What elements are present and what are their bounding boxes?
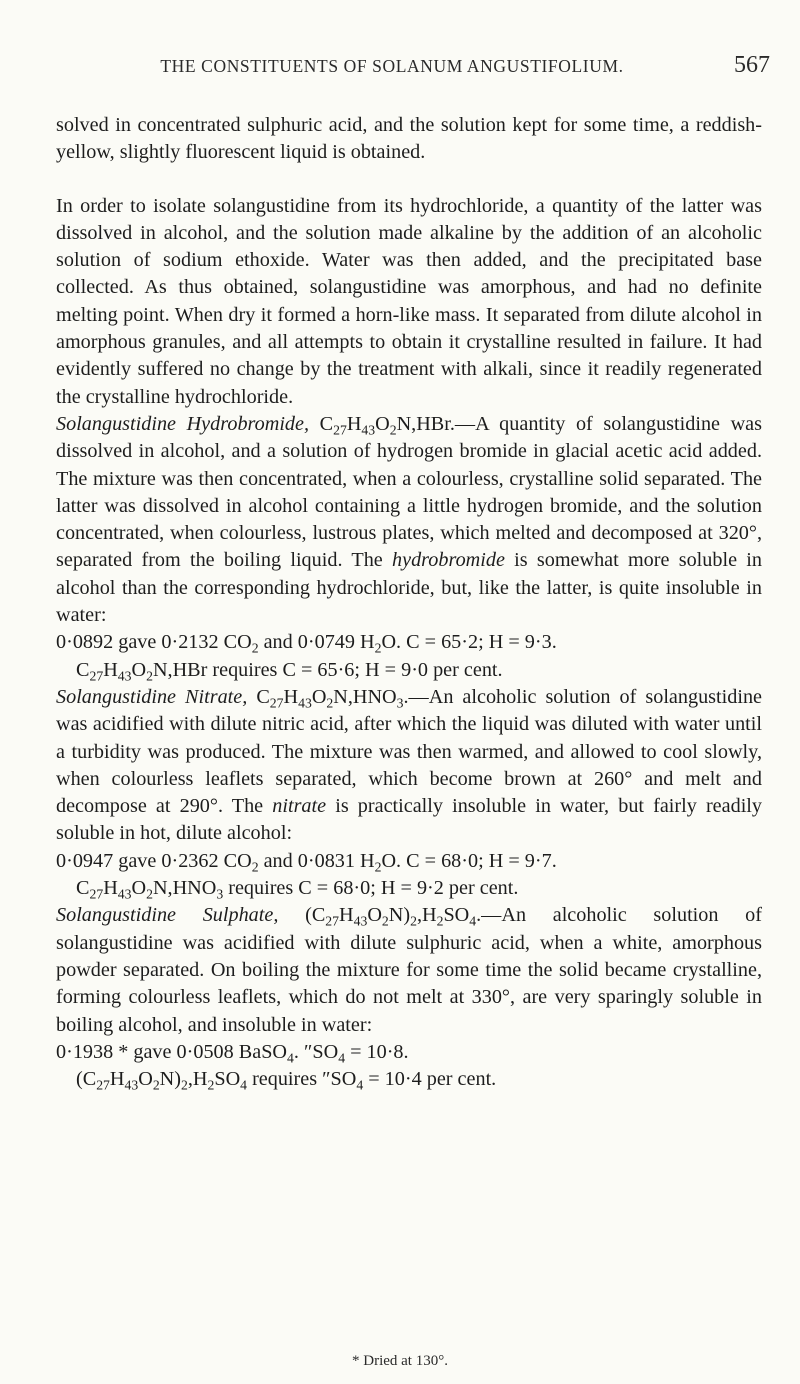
hydrobromide-italic: hydrobromide <box>392 549 505 572</box>
paragraph-isolation: In order to isolate solangustidine from its hydrochloride, a quantity of the latter was dissolved in alcohol, and the solution made alkaline by the addition of an alcoholic solution of sodium ethoxide. Water was then added, and the precipitated base collected. As thus obtained, solangustidine was amorphous, and had no definite melting point. When dry it formed a horn-like mass. It separated from dilute alcohol in amorphous granules, and all attempts to obtain it crystalline resulted in failure. It had evidently suffered no change by the treatment with alkali, since it readily regenerated the crystalline hydrochloride. <box>56 194 762 408</box>
paragraph-continuation: solved in concentrated sulphuric acid, and the solution kept for some time, a reddish-yellow, slightly fluorescent liquid is obtained. <box>56 114 762 164</box>
paragraph-hydrobromide <box>56 411 762 629</box>
sulphate-analysis-found: 0·1938 * gave 0·0508 BaSO$_4$. $''SO_4 = 10\cdot 8$. <box>56 1040 409 1066</box>
nitrate-formula: $C_{27}H_{43}O_2N,HNO_3$. <box>256 685 409 711</box>
running-head <box>84 52 770 84</box>
hydrobromide-analysis-found: 0·0892 gave 0·2132 $CO_2$ and 0·0749 $H_2O$. C = 65·2; H = 9·3. <box>56 631 557 656</box>
hydrobromide-text-a: —A quantity of solangustidine was dissolved in alcohol, and a solution of hydrogen bromide in glacial acetic acid added. The mixture was then concentrated, when a colourless, crystalline solid separated. The latter was dissolved in alcohol containing a little hydrogen bromide, and the solution concentrated, when colourless, lustrous plates, which melted and decomposed at 320°, separated from the boiling liquid. The <box>56 412 763 572</box>
page-number: 567 <box>734 52 770 78</box>
hydrobromide-heading: Solangustidine Hydrobromide, <box>56 412 310 435</box>
hydrobromide-text-b: is somewhat more soluble in alcohol than the corresponding hydrochloride, but, like the latter, is quite insoluble in water: <box>56 549 762 627</box>
nitrate-analysis-required: $C_{27}H_{43}O_2N,HNO_3$ requires C = 68·0; H = 9·2 per cent. <box>76 877 519 902</box>
paragraph-nitrate <box>56 684 762 848</box>
footnote: * Dried at 130°. <box>352 1353 448 1369</box>
sulphate-text: —An alcoholic solution of solangustidine was acidified with dilute sulphuric acid, when a white, amorphous powder separated. On boiling the mixture for some time the solid became crystalline, forming colourless leaflets, which do not melt at 330°, are very sparingly soluble in boiling alcohol, and insoluble in water: <box>56 904 762 1036</box>
nitrate-heading: Solangustidine Nitrate, <box>56 685 248 708</box>
nitrate-text-b: is practically insoluble in water, but fairly readily soluble in hot, dilute alcohol: <box>56 795 763 845</box>
sulphate-analysis-required: $(C_{27}H_{43}O_2N)_2,H_2SO_4$ requires $''SO_4 = 10\cdot 4$ per cent. <box>76 1068 497 1093</box>
hydrobromide-formula: $C_{27}H_{43}O_2N,HBr$. <box>319 412 455 438</box>
paragraph-spacer <box>56 167 762 193</box>
nitrate-italic: nitrate <box>272 795 327 818</box>
nitrate-text-a: —An alcoholic solution of solangustidine was acidified with dilute nitric acid, after which the liquid was diluted with water until a turbidity was produced. The mixture was then warmed, and allowed to cool slowly, when colourless leaflets separated, which become brown at 260° and melt and decompose at 290°. The <box>56 685 763 818</box>
body-text <box>56 112 762 1093</box>
sulphate-heading: Solangustidine Sulphate, <box>56 904 279 927</box>
nitrate-analysis-found: 0·0947 gave 0·2362 $CO_2$ and 0·0831 $H_2O$. C = 68·0; H = 9·7. <box>56 849 557 875</box>
sulphate-formula: $(C_{27}H_{43}O_2N)_2,H_2SO_4$. <box>305 904 482 929</box>
hydrobromide-analysis-required: $C_{27}H_{43}O_2N,HBr$ requires C = 65·6; H = 9·0 per cent. <box>76 658 503 684</box>
running-head-title: THE CONSTITUENTS OF SOLANUM ANGUSTIFOLIUM. <box>160 56 624 76</box>
paragraph-sulphate <box>56 902 762 1038</box>
